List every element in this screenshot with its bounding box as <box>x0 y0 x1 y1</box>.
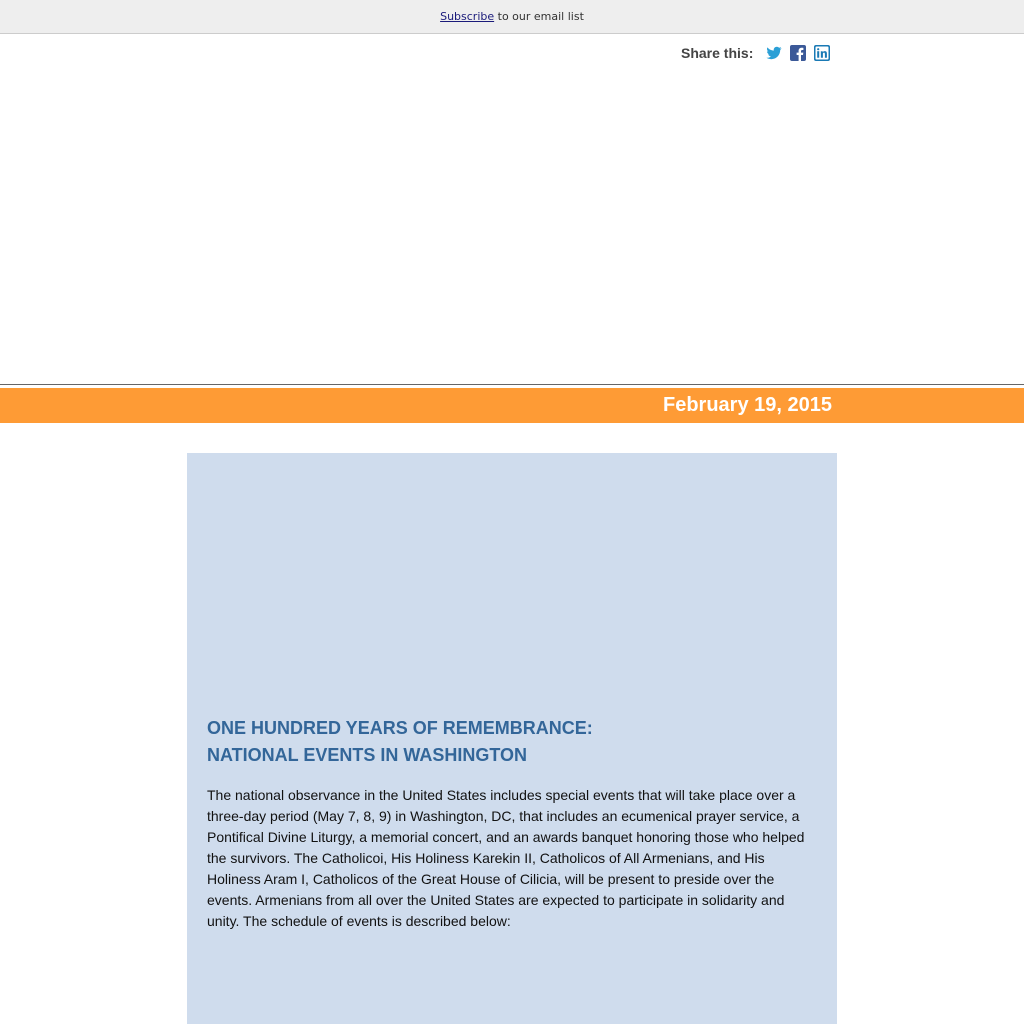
date-banner <box>0 388 1024 423</box>
article-title <box>207 715 817 769</box>
share-bar <box>681 43 838 63</box>
issue-date: February 19, 2015 <box>663 394 832 416</box>
article-body: The national observance in the United States includes special events that will take place over a three-day period (May 7, 8, 9) in Washington, DC, that includes an ecumenical prayer service, a Pontifical Divine Liturgy, a memorial concert, and an awards banquet honoring those who helped the survivors. The Catholicoi, His Holiness Karekin II, Catholicos of All Armenians, and His Holiness Aram I, Catholicos of the Great House of Cilicia, will be present to preside over the events. Armenians from all over the United States are expected to participate in solidarity and unity. The schedule of events is described below: <box>207 787 805 929</box>
article-panel <box>187 453 837 1024</box>
twitter-icon[interactable] <box>766 45 782 61</box>
subscribe-suffix: to our email list <box>494 10 584 23</box>
article-title-line-1: ONE HUNDRED YEARS OF REMEMBRANCE: <box>207 718 593 738</box>
linkedin-icon[interactable] <box>814 45 830 61</box>
subscribe-link[interactable]: Subscribe <box>440 10 495 23</box>
facebook-icon[interactable] <box>790 45 806 61</box>
header-divider <box>0 384 1024 385</box>
article-title-line-2: NATIONAL EVENTS IN WASHINGTON <box>207 745 528 765</box>
share-label: Share this: <box>681 45 754 61</box>
subscribe-bar <box>0 0 1024 34</box>
